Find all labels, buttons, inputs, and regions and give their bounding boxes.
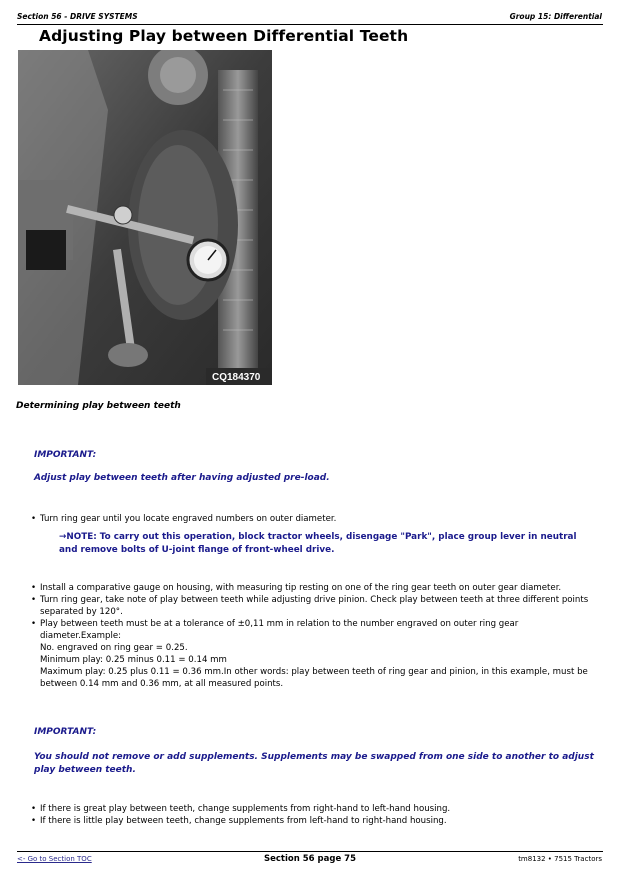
important-text-2: You should not remove or add supplements. Supplements may be swapped from one side to another to adjust play between teeth. <box>34 752 594 775</box>
list-item: • Play between teeth must be at a tolerance of ±0,11 mm in relation to the number engraved on outer ring gear diameter.Example: <box>31 619 519 641</box>
list-item: • Turn ring gear, take note of play between teeth while adjusting drive pinion. Check play between teeth at three different points separated by 120°. <box>31 595 589 617</box>
section-toc-link[interactable]: <- Go to Section TOC <box>17 855 92 863</box>
manual-id: tm8132 • 7515 Tractors <box>518 855 602 863</box>
note-text: →NOTE: To carry out this operation, block tractor wheels, disengage "Park", place group lever in neutral and remove bolts of U-joint flange of front-wheel drive. <box>59 532 577 555</box>
bullet-list-3 <box>31 803 600 827</box>
list-item: • If there is little play between teeth, change supplements from left-hand to right-hand housing. <box>31 816 447 826</box>
important-heading-1: IMPORTANT: <box>34 450 97 460</box>
important-heading-2: IMPORTANT: <box>34 727 97 737</box>
figure-label: CQ184370 <box>212 372 261 383</box>
header-divider <box>17 24 603 25</box>
list-item: • Turn ring gear until you locate engraved numbers on outer diameter. <box>31 514 337 524</box>
list-item: • Install a comparative gauge on housing, with measuring tip resting on one of the ring gear teeth on outer gear diameter. <box>31 583 562 593</box>
bullet-list-1 <box>31 513 600 525</box>
example-line: No. engraved on ring gear = 0.25. <box>40 643 188 653</box>
list-item: • If there is great play between teeth, change supplements from right-hand to left-hand housing. <box>31 804 451 814</box>
important-text-1: Adjust play between teeth after having adjusted pre-load. <box>34 473 330 483</box>
example-line: Maximum play: 0.25 plus 0.11 = 0.36 mm.In other words: play between teeth of ring gear and pinion, in this example, must be between 0.14 mm and 0.36 mm, at all measured points. <box>40 667 588 689</box>
footer-divider <box>17 851 603 852</box>
page-number: Section 56 page 75 <box>264 854 356 864</box>
page-title: Adjusting Play between Differential Teeth <box>39 27 409 45</box>
bullet-list-2 <box>31 582 600 690</box>
gear-photo <box>18 50 272 385</box>
example-line: Minimum play: 0.25 minus 0.11 = 0.14 mm <box>40 655 227 665</box>
header-section: Section 56 - DRIVE SYSTEMS <box>17 12 138 21</box>
header-group: Group 15: Differential <box>509 12 602 21</box>
figure-caption: Determining play between teeth <box>16 401 181 411</box>
